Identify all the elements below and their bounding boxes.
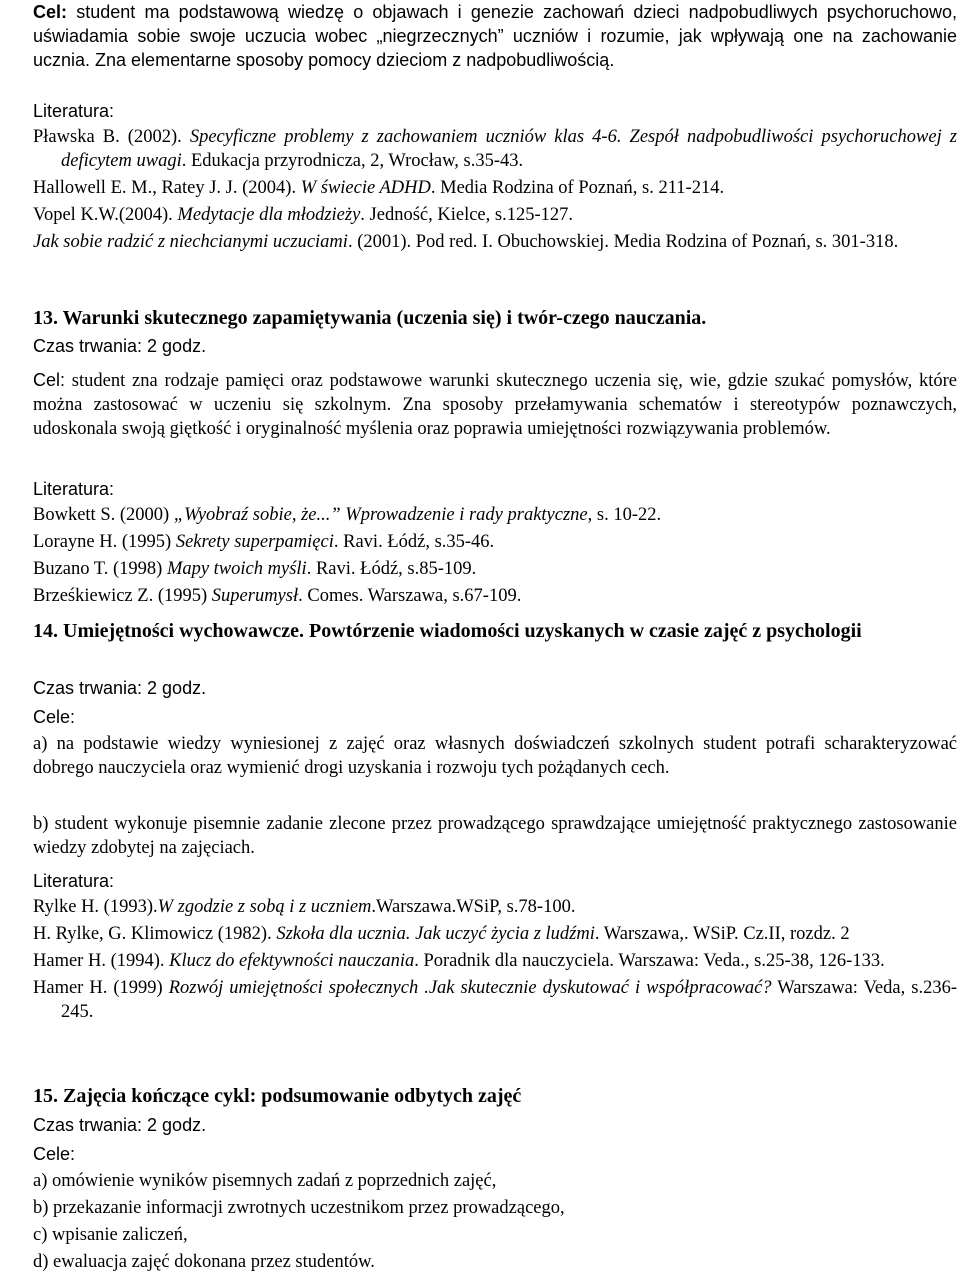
s13-section-title: 13. Warunki skutecznego zapamiętywania (uczenia się) i twór-czego nauczania. <box>33 307 707 329</box>
reference-item: Brześkiewicz Z. (1995) Superumysł. Comes. Warszawa, s.67-109. <box>33 586 522 606</box>
s13-goal-paragraph <box>33 368 957 441</box>
reference-item: Vopel K.W.(2004). Medytacje dla młodzieży. Jedność, Kielce, s.125-127. <box>33 205 574 225</box>
reference-item: Hamer H. (1994). Klucz do efektywności nauczania. Poradnik dla nauczyciela. Warszawa: Veda., s.25-38, 126-133. <box>33 951 885 971</box>
s12-literature-label: Literatura: <box>33 101 115 121</box>
goal-item: b) przekazanie informacji zwrotnych uczestnikom przez prowadzącego, <box>33 1198 565 1218</box>
s15-goals-list <box>33 1168 957 1276</box>
goal-item: c) wpisanie zaliczeń, <box>33 1225 188 1245</box>
reference-item: Rylke H. (1993).W zgodzie z sobą i z uczniem.Warszawa.WSiP, s.78-100. <box>33 897 576 917</box>
reference-item: Buzano T. (1998) Mapy twoich myśli. Ravi. Łódź, s.85-109. <box>33 559 477 579</box>
s14-references <box>33 895 957 1027</box>
reference-item: H. Rylke, G. Klimowicz (1982). Szkoła dla ucznia. Jak uczyć życia z ludźmi. Warszawa,. WSiP. Cz.II, rozdz. 2 <box>33 924 850 944</box>
s12-goal-label: Cel: <box>33 2 68 22</box>
s13-literature-label: Literatura: <box>33 479 115 499</box>
s14-goals-label: Cele: <box>33 707 76 727</box>
s15-goals-label: Cele: <box>33 1144 76 1164</box>
s13-duration: Czas trwania: 2 godz. <box>33 336 207 356</box>
s15-section-title: 15. Zajęcia kończące cykl: podsumowanie odbytych zajęć <box>33 1085 522 1107</box>
reference-item: Jak sobie radzić z niechcianymi uczuciami. (2001). Pod red. I. Obuchowskiej. Media Rodzina of Poznań, s. 301-318. <box>33 232 899 252</box>
s14-section-title: 14. Umiejętności wychowawcze. Powtórzenie wiadomości uzyskanych w czasie zajęć z psychologii <box>33 620 862 642</box>
s12-references <box>33 125 957 257</box>
reference-item: Bowkett S. (2000) „Wyobraź sobie, że...” Wprowadzenie i rady praktyczne, s. 10-22. <box>33 505 662 525</box>
s14-literature-label: Literatura: <box>33 871 115 891</box>
s14-duration: Czas trwania: 2 godz. <box>33 678 207 698</box>
goal-item: d) ewaluacja zajęć dokonana przez studentów. <box>33 1252 375 1272</box>
s12-goal-paragraph <box>33 0 957 72</box>
reference-item: Hallowell E. M., Ratey J. J. (2004). W świecie ADHD. Media Rodzina of Poznań, s. 211-214. <box>33 178 725 198</box>
reference-item: Hamer H. (1999) Rozwój umiejętności społecznych .Jak skutecznie dyskutować i współpracować? Warszawa: Veda, s.236-245. <box>33 978 957 1022</box>
reference-item: Pławska B. (2002). Specyficzne problemy z zachowaniem uczniów klas 4-6. Zespół nadpobudliwości psychoruchowej z deficytem uwagi. Edukacja przyrodnicza, 2, Wrocław, s.35-43. <box>33 127 957 171</box>
s13-goal-text: student zna rodzaje pamięci oraz podstawowe warunki skutecznego uczenia się, wie, gdzie szukać pomysłów, które można zastosować w uczeniu się szkolnym. Zna sposoby przełamywania schematów i stereotypów poznawczych, udoskonala swoją giętkość i oryginalność myślenia oraz poprawia umiejętności rozwiązywania problemów. <box>33 371 957 439</box>
s13-goal-label: Cel: <box>33 370 66 390</box>
s14-goal-a: a) na podstawie wiedzy wyniesionej z zajęć oraz własnych doświadczeń szkolnych student potrafi scharakteryzować dobrego nauczyciela oraz wymienić drogi uzyskania i rozwoju tych pożądanych cech. <box>33 734 957 778</box>
s12-goal-text: student ma podstawową wiedzę o objawach i genezie zachowań dzieci nadpobudliwych psychoruchowo, uświadamia sobie swoje uczucia wobec „niegrzecznych” uczniów i rozumie, jak wpływają one na zachowanie ucznia. Zna elementarne sposoby pomocy dzieciom z nadpobudliwością. <box>33 2 957 70</box>
s13-references <box>33 503 957 611</box>
s15-duration: Czas trwania: 2 godz. <box>33 1115 207 1135</box>
s14-goal-b: b) student wykonuje pisemnie zadanie zlecone przez prowadzącego sprawdzające umiejętność praktycznego zastosowanie wiedzy zdobytej na zajęciach. <box>33 814 957 858</box>
goal-item: a) omówienie wyników pisemnych zadań z poprzednich zajęć, <box>33 1171 497 1191</box>
reference-item: Lorayne H. (1995) Sekrety superpamięci. Ravi. Łódź, s.35-46. <box>33 532 495 552</box>
